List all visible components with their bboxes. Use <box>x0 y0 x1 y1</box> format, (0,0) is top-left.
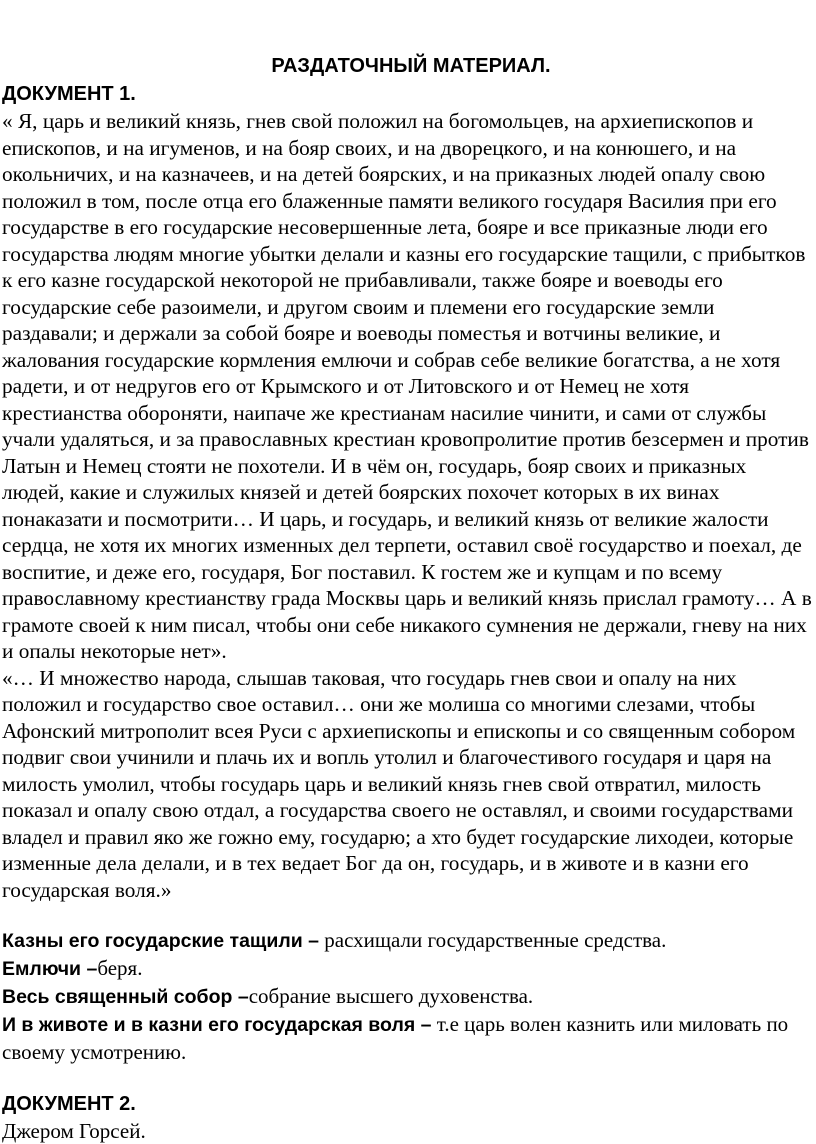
glossary-item <box>2 983 814 1011</box>
glossary-item <box>2 955 814 983</box>
document-2-author: Джером Горсей. <box>2 1119 146 1143</box>
document-1-paragraph-2: «… И множество народа, слышав таковая, что государь гнев свои и опалу на них положил и государство свое оставил… они же молиша со многими слезами, чтобы Афонский митрополит всея Руси с архиепископы и епископы и со священным собором подвиг свои учинили и плачь их и вопль утолил и благочестивого государя и царя на милость умолил, чтобы государь царь и великий князь гнев свой отвратил, милость показал и опалу свою отдал, а государства своего не оставлял, и своими государствами владел и правил яко же гожно ему, государю; а хто будет государские лиходеи, которые изменные дела делали, и в тех ведает Бог да он, государь, и в животе и в казни его государская воля.» <box>2 665 796 902</box>
glossary-definition: т.е царь волен казнить или миловать по своему усмотрению. <box>2 1012 789 1064</box>
document-1-heading: ДОКУМЕНТ 1. <box>2 83 136 105</box>
spacer <box>2 903 814 927</box>
glossary-term: И в животе и в казни его государская воля – <box>2 1014 432 1036</box>
glossary-term: Казны его государские тащили – <box>2 930 319 952</box>
glossary <box>2 927 814 1066</box>
document-page <box>2 52 814 1144</box>
page-title: РАЗДАТОЧНЫЙ МАТЕРИАЛ. <box>271 55 551 77</box>
glossary-item <box>2 927 814 955</box>
glossary-definition: расхищали государственные средства. <box>319 928 667 952</box>
glossary-definition: собрание высшего духовенства. <box>248 984 534 1008</box>
glossary-term: Весь священный собор – <box>2 986 249 1008</box>
document-2-heading: ДОКУМЕНТ 2. <box>2 1093 136 1115</box>
glossary-item <box>2 1011 814 1066</box>
document-1-paragraph-1: « Я, царь и великий князь, гнев свой положил на богомольцев, на архиепископов и епископов, и на игуменов, и на бояр своих, и на дворецкого, и на конюшего, и на окольничих, и на казначеев, и на детей боярских, и на приказных людей опалу свою положил в том, после отца его блаженные памяти великого государя Василия при его государстве в его государские несовершенные лета, бояре и все приказные люди его государства людям многие убытки делали и казны его государские тащили, с прибытков к его казне государской некоторой не прибавливали, также бояре и воеводы его государские себе разоимели, и другом своим и племени его государские земли раздавали; и держали за собой бояре и воеводы поместья и вотчины великие, и жалования государские кормления емлючи и собрав себе великие богатства, а не хотя радети, и от недругов его от Крымского и от Литовского и от Немец не хотя крестианства обороняти, наипаче же крестианам насилие чинити, и сами от службы учали удаляться, и за православных крестиан кровопролитие против безсермен и против Латын и Немец стояти не похотели. И в чём он, государь, бояр своих и приказных людей, какие и служилых князей и детей боярских похочет которых в их винах понаказати и посмотрити… И царь, и государь, и великий князь от великие жалости сердца, не хотя их многих изменных дел терпети, оставил своё государство и поехал, де воспитие, и деже его, государя, Бог поставил. К гостем же и купцам и по всему православному крестианству града Москвы царь и великий князь прислал грамоту… А в грамоте своей к ним писал, чтобы они себе никакого сумнения не держали, гневу на них и опалы некоторые нет». <box>2 109 812 663</box>
glossary-definition: беря. <box>97 956 143 980</box>
spacer <box>2 1066 814 1090</box>
glossary-term: Емлючи – <box>2 958 98 980</box>
